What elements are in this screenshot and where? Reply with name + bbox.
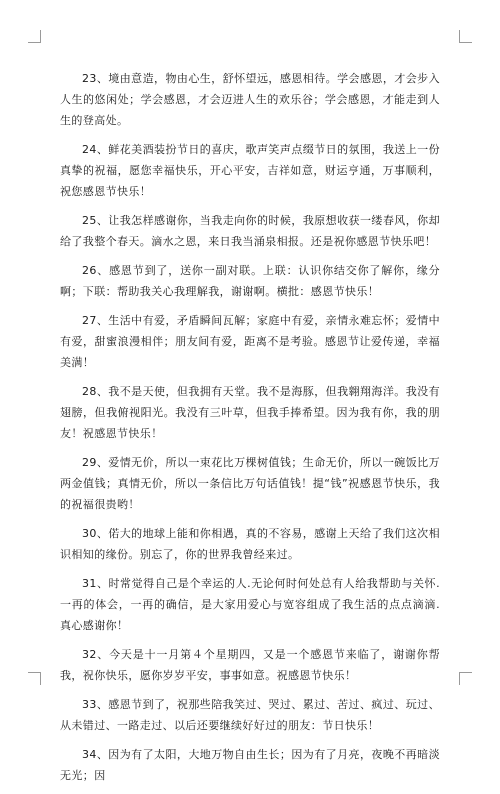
crop-mark-top-left (28, 30, 41, 43)
paragraph-27: 27、生活中有爱，矛盾瞬间瓦解；家庭中有爱，亲情永难忘怀；爱情中有爱，甜蜜浪漫相伴；朋友间有爱，距离不是考验。感恩节让爱传递，幸福美满！ (60, 314, 440, 369)
paragraph-31: 31、时常觉得自己是个幸运的人.无论何时何处总有人给我帮助与关怀.一再的体会，一再的确信，是大家用爱心与宽容组成了我生活的点点滴滴.真心感谢你！ (60, 577, 440, 632)
paragraph-33: 33、感恩节到了，祝那些陪我笑过、哭过、累过、苦过、疯过、玩过、从未错过、一路走过、以后还要继续好好过的朋友：节日快乐！ (60, 698, 440, 732)
paragraph-26: 26、感恩节到了，送你一副对联。上联：认识你结交你了解你，缘分啊；下联：帮助我关心我理解我，谢谢啊。横批：感恩节快乐！ (60, 264, 440, 298)
paragraph-24: 24、鲜花美酒装扮节日的喜庆，歌声笑声点缀节日的氛围，我送上一份真挚的祝福，愿您幸福快乐，开心平安，吉祥如意，财运亨通，万事顺利，祝您感恩节快乐！ (60, 143, 440, 198)
paragraph-30: 30、偌大的地球上能和你相遇，真的不容易，感谢上天给了我们这次相识相知的缘份。别忘了，你的世界我曾经来过。 (60, 527, 440, 561)
paragraph-32: 32、今天是十一月第４个星期四，又是一个感恩节来临了，谢谢你帮我，祝你快乐，愿你岁岁平安，事事如意。祝感恩节快乐！ (60, 648, 440, 682)
crop-mark-bottom-left (28, 672, 41, 685)
crop-mark-top-right (459, 30, 472, 43)
paragraph-29: 29、爱情无价，所以一束花比万棵树值钱；生命无价，所以一碗饭比万两金值钱；真情无价，所以一条信比万句话值钱！提“钱”祝感恩节快乐，我的祝福很贵哟！ (60, 456, 440, 511)
paragraph-28: 28、我不是天使，但我拥有天堂。我不是海豚，但我翱翔海洋。我没有翅膀，但我俯视阳光。我没有三叶草，但我手捧希望。因为我有你，我的朋友！祝感恩节快乐！ (60, 385, 440, 440)
paragraph-23: 23、境由意造，物由心生，舒怀望远，感恩相待。学会感恩，才会步入人生的悠闲处；学会感恩，才会迈进人生的欢乐谷；学会感恩，才能走到人生的登高处。 (60, 72, 440, 127)
crop-mark-bottom-right (459, 672, 472, 685)
paragraph-34: 34、因为有了太阳，大地万物自由生长；因为有了月亮，夜晚不再暗淡无光；因 (60, 748, 440, 782)
paragraph-25: 25、让我怎样感谢你，当我走向你的时候，我原想收获一缕春风，你却给了我整个春天。滴水之恩，来日我当涌泉相报。还是祝你感恩节快乐吧！ (60, 214, 440, 248)
document-body (60, 68, 440, 794)
